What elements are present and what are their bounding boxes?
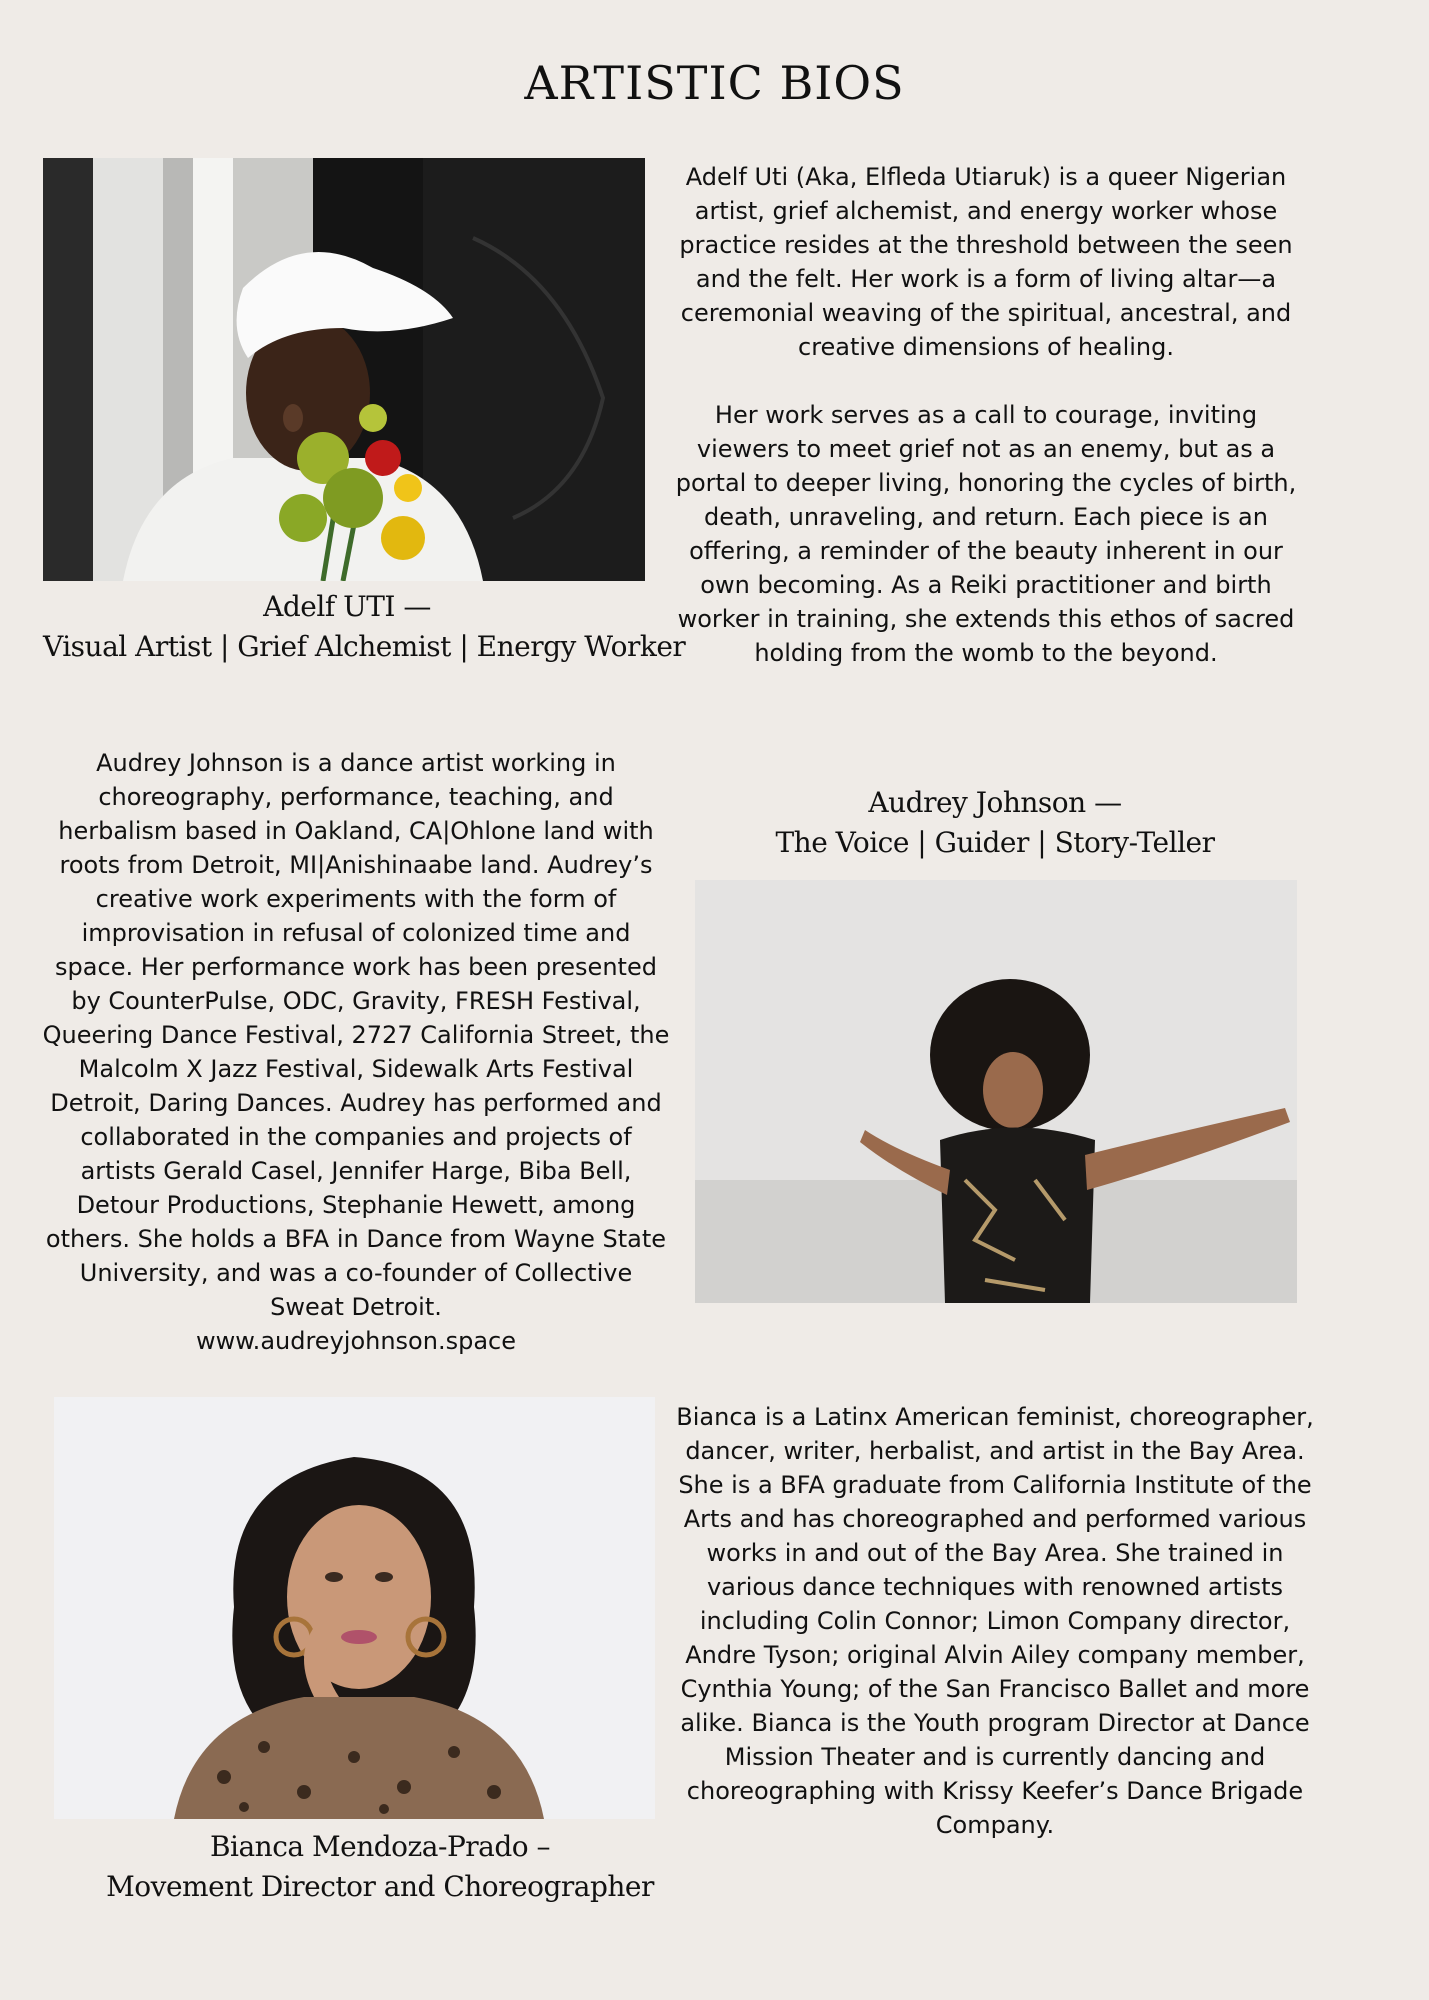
adelf-uti-caption [43, 587, 686, 667]
artist-name: Adelf UTI — [263, 590, 431, 623]
portrait-woman-white-headwrap-flowers-icon [43, 158, 645, 581]
bianca-mendoza-prado-bio [668, 1400, 1322, 1842]
bio-paragraph: Audrey Johnson is a dance artist working in choreography, performance, teaching, and herbalism based in Oakland, CA|Ohlone land with roots from Detroit, MI|Anishinaabe land. Audrey’s creative work experiments with the form of improvisation in refusal of colonized time and space. Her performance work has been presented by CounterPulse, ODC, Gravity, FRESH Festival, Queering Dance Festival, 2727 California Street, the Malcolm X Jazz Festival, Sidewalk Arts Festival Detroit, Daring Dances. Audrey has performed and collaborated in the companies and projects of artists Gerald Casel, Jennifer Harge, Biba Bell, Detour Productions, Stephanie Hewett, among others. She holds a BFA in Dance from Wayne State University, and was a co-founder of Collective Sweat Detroit. [42, 749, 670, 1321]
bianca-mendoza-prado-photo [54, 1397, 655, 1819]
audrey-johnson-bio [40, 746, 672, 1358]
dancer-arms-outstretched-icon [695, 880, 1297, 1303]
bio-paragraph: Her work serves as a call to courage, inviting viewers to meet grief not as an enemy, but as a portal to deeper living, honoring the cycles of birth, death, unraveling, and return. Each piece is an offering, a reminder of the beauty inherent in our own becoming. As a Reiki practitioner and birth worker in training, she extends this ethos of sacred holding from the womb to the beyond. [675, 401, 1297, 667]
artist-name: Audrey Johnson — [868, 786, 1122, 819]
page-title: ARTISTIC BIOS [524, 56, 905, 110]
artist-name: Bianca Mendoza-Prado – [209, 1830, 551, 1863]
audrey-johnson-photo [695, 880, 1297, 1303]
adelf-uti-photo [43, 158, 645, 581]
artist-roles: Visual Artist | Grief Alchemist | Energy Worker [43, 630, 686, 663]
adelf-uti-bio [668, 160, 1304, 670]
portrait-woman-curly-hair-leopard-print-icon [54, 1397, 655, 1819]
bio-paragraph: Bianca is a Latinx American feminist, choreographer, dancer, writer, herbalist, and artist in the Bay Area. She is a BFA graduate from California Institute of the Arts and has choreographed and performed various works in and out of the Bay Area. She trained in various dance techniques with renowned artists including Colin Connor; Limon Company director, Andre Tyson; original Alvin Ailey company member, Cynthia Young; of the San Francisco Ballet and more alike. Bianca is the Youth program Director at Dance Mission Theater and is currently dancing and choreographing with Krissy Keefer’s Dance Brigade Company. [676, 1403, 1314, 1839]
bianca-mendoza-prado-caption [100, 1827, 660, 1907]
artist-roles: The Voice | Guider | Story-Teller [775, 826, 1215, 859]
audrey-johnson-caption [700, 783, 1290, 863]
website-link[interactable]: www.audreyjohnson.space [196, 1327, 516, 1355]
artist-roles: Movement Director and Choreographer [106, 1870, 654, 1903]
bio-paragraph: Adelf Uti (Aka, Elfleda Utiaruk) is a queer Nigerian artist, grief alchemist, and energy worker whose practice resides at the threshold between the seen and the felt. Her work is a form of living altar—a ceremonial weaving of the spiritual, ancestral, and creative dimensions of healing. [679, 163, 1293, 361]
